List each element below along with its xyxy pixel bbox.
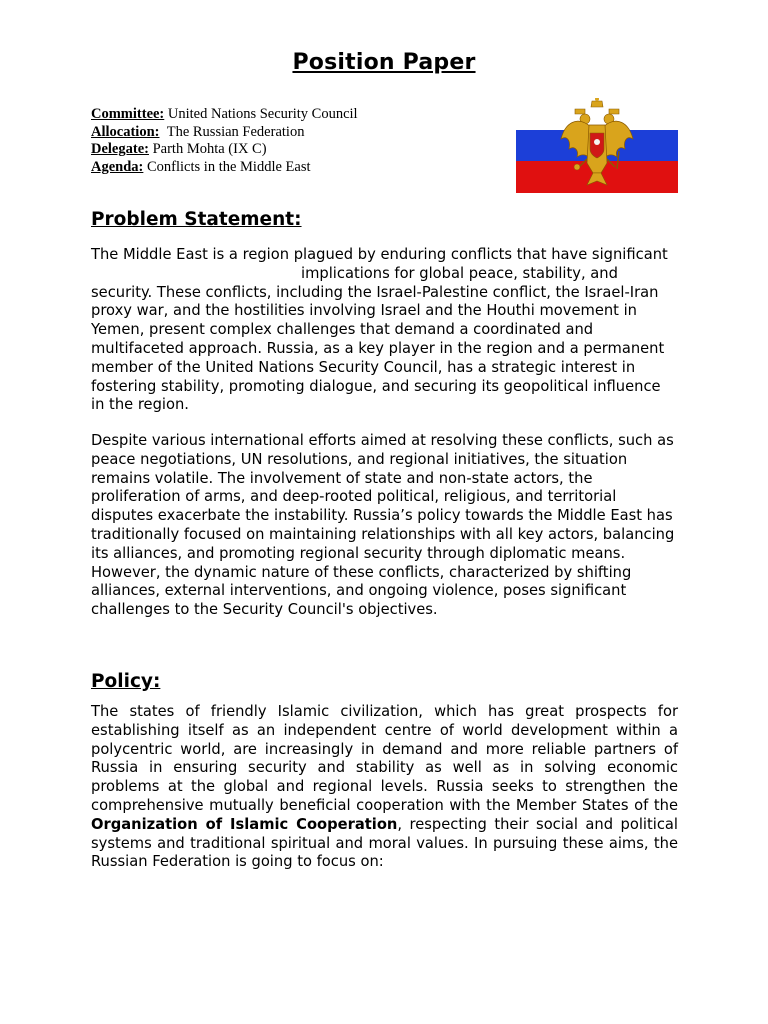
allocation-value: The Russian Federation xyxy=(166,123,305,140)
committee-label: Committee: xyxy=(91,106,165,122)
delegate-label: Delegate: xyxy=(91,141,149,158)
oic-bold-term: Organization of Islamic Cooperation xyxy=(91,815,398,833)
agenda-value: Conflicts in the Middle East xyxy=(147,158,311,175)
delegate-value: Parth Mohta (IX C) xyxy=(152,141,267,158)
allocation-label: Allocation: xyxy=(91,123,160,140)
delegate-line xyxy=(91,141,358,159)
policy-paragraph-1-before: The states of friendly Islamic civilization, which has great prospects for establishing itself as an independent centre of world development within a polycentric world, are increasingly in demand and more reliable partners of Russia in ensuring security and stability as well as in solving economic problems at the global and regional levels. Russia seeks to strengthen the comprehensive mutually beneficial cooperation with the Member States of the xyxy=(91,703,678,814)
problem-paragraph-1 xyxy=(91,246,678,415)
policy-heading: Policy: xyxy=(91,671,161,692)
committee-value: United Nations Security Council xyxy=(167,106,358,122)
committee-line xyxy=(91,106,358,124)
page-title: Position Paper xyxy=(292,50,476,75)
agenda-label: Agenda: xyxy=(91,158,144,175)
document-metadata xyxy=(91,106,358,176)
problem-paragraph-1-rest: implications for global peace, stability, and security. These conflicts, including the Israel-Palestine conflict, the Israel-Iran proxy war, and the hostilities involving Israel and the Houthi movement in Yemen, present complex challenges that demand a coordinated and multifaceted approach. Russia, as a key player in the region and a permanent member of the United Nations Security Council, has a strategic interest in fostering stability, promoting dialogue, and securing its geopolitical influence in the region. xyxy=(91,264,665,414)
problem-paragraph-1-start: The Middle East is a region plagued by enduring conflicts that have significant xyxy=(91,246,668,263)
problem-paragraph-2: Despite various international efforts aimed at resolving these conflicts, such as peace negotiations, UN resolutions, and regional initiatives, the situation remains volatile. The involvement of state and non-state actors, the proliferation of arms, and deep-rooted political, religious, and territorial disputes exacerbate the instability. Russia’s policy towards the Middle East has traditionally focused on maintaining relationships with all key actors, balancing its alliances, and promoting regional security through diplomatic means. However, the dynamic nature of these conflicts, characterized by shifting alliances, external interventions, and ongoing violence, poses significant challenges to the Security Council's objectives. xyxy=(91,432,675,619)
problem-statement-heading: Problem Statement: xyxy=(91,209,302,230)
policy-paragraph-1 xyxy=(91,703,678,872)
agenda-line xyxy=(91,159,358,177)
russia-flag-image xyxy=(516,98,678,193)
allocation-line xyxy=(91,124,358,142)
policy-paragraph-1-after: , respecting their social and political systems and traditional spiritual and moral values. In pursuing these aims, the Russian Federation is going to focus on: xyxy=(91,815,678,871)
